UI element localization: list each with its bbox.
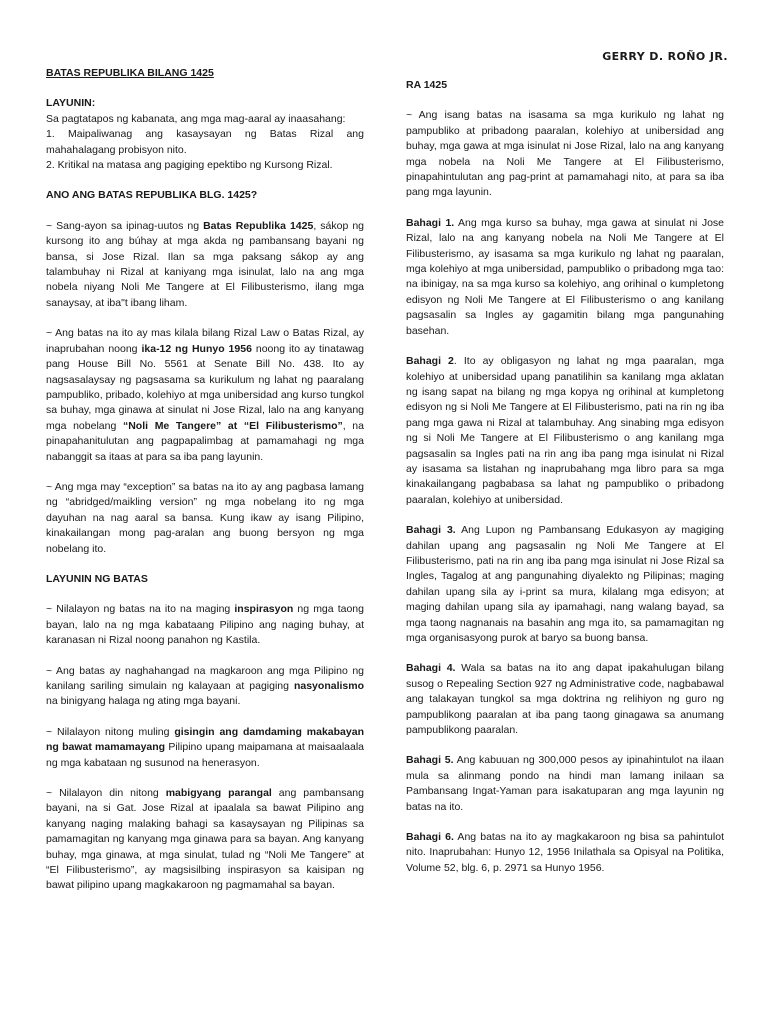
layunin-item-2: 2. Kritikal na matasa ang pagiging epektibo ng Kursong Rizal.: [46, 159, 333, 172]
paragraph: ~ Ang mga may “exception” sa batas na ito ay ang pagbasa lamang ng “abridged/maikling version” ng mga nobelang ito ng mga dayuhan na nag aaral sa bansa. Kung ikaw ay isang Pilipino, kinakailangan mong pag-aralan ang buong bersyon ng mga nobelang ito.: [46, 480, 364, 555]
paragraph: ~ Nilalayon ng batas na ito na maging inspirasyon ng mga taong bayan, lalo na ng mga kabataang Pilipino ang naging buhay, at karanasan ni Rizal noong panahon ng Kastila.: [46, 603, 364, 647]
left-column: [46, 66, 364, 894]
paragraph: ~ Nilalayon nitong muling gisingin ang damdaming makabayan ng bawat mamamayang Pilipino upang maipamana at maisaalaala ng mga kabataan ng susunod na henerasyon.: [46, 725, 365, 769]
bahagi-6: Bahagi 6. Ang batas na ito ay magkakaroon ng bisa sa pahintulot nito. Inaprubahan: Hunyo 12, 1956 Inilathala sa Opisyal na Politika, Volume 52, blg. 6, p. 2971 sa Hunyo 1956.: [406, 831, 724, 874]
document-title: BATAS REPUBLIKA BILANG 1425: [46, 67, 214, 79]
layunin-section: [46, 96, 364, 173]
bahagi-4: Bahagi 4. Wala sa batas na ito ang dapat ipakahulugan bilang susog o Repealing Section 927 ng Administrative code, nagbabawal ang talakayan tungkol sa mga doktrina ng relihiyon ng guro ng pampublikong paaralan at iba pang taong ginagawa sa anumang pampublikong paaralan.: [406, 662, 724, 737]
layunin-item-1: 1. Maipaliwanag ang kasaysayan ng Batas Rizal ang mahahalagang probisyon nito.: [46, 128, 364, 156]
ra-intro: ~ Ang isang batas na isasama sa mga kurikulo ng lahat ng pampubliko at pribadong paaralan, kolehiyo at unibersidad ang buhay, mga gawa at mga isinulat ni Jose Rizal, lalo na ang kanyang mga nobela na Noli Me Tangere at El Filibusterismo, pinapahintulutan ang pag-print at pamamahagi nito, at para sa iba pang mga layunin.: [406, 109, 724, 199]
paragraph: ~ Ang batas na ito ay mas kilala bilang Rizal Law o Batas Rizal, ay inaprubahan noong ika-12 ng Hunyo 1956 noong ito ay tinatawag pang House Bill No. 5561 at Senate Bill No. 438. Ito ay nagsasalaysay ng pagsasama sa kurikulum ng lahat ng paaralang pampubliko, pribado, kolehiyo at mga unibersidad ang kurso tungkol sa buhay, mga ginawa at sinulat ni Jose Rizal, lalo na ang kanyang mga nobelang “Noli Me Tangere” at “El Filibusterismo”, na pinapahanitulutan ang pagpapalimbag at pamamahagi ng mga nabanggit sa itaas at para sa iba pang layunin.: [46, 327, 365, 463]
bahagi-2: Bahagi 2. Ito ay obligasyon ng lahat ng mga paaralan, mga kolehiyo at unibersidad upang panatilihin sa kanilang mga aklatan ng isang sapat na bilang ng mga kopya ng orihinal at kumpletong edisyon ng si Noli Me Tangere at El Filibusterismo, pati na rin ng iba pang mga gawa ni Rizal at talambuhay. Ang sinabing mga edisyon ng si Noli Me Tangere at El Filibusterismo o ang kanilang mga pagsasalin sa Ingles pati na rin ang iba pang mga isinulat ni Rizal ay isasama sa listahan ng inaprubahang mga libro para sa mga kinakailangang pagbabasa sa lahat ng pampubliko o pribadong paaralan, kolehiyo at unibersidad.: [406, 355, 725, 506]
layunin-heading: LAYUNIN:: [46, 97, 96, 110]
layunin-intro: Sa pagtatapos ng kabanata, ang mga mag-aaral ay inaasahang:: [46, 112, 346, 125]
paragraph: ~ Sang-ayon sa ipinag-uutos ng Batas Republika 1425, sákop ng kursong ito ang búhay at mga akda ng pambansang bayani ng bansa, si Jose Rizal. Ilan sa mga paksang sákop ay ang talambuhay ni Rizal at kaniyang mga isinulat, lalo na ang mga nobela niyang Noli Me Tangere at El Filibusterismo, ilang mga sanaysay, at iba"t ibang liham.: [46, 219, 365, 309]
bahagi-1: Bahagi 1. Ang mga kurso sa buhay, mga gawa at sinulat ni Jose Rizal, lalo na ang kanyang nobela na Noli Me Tangere at El Filibusterismo, ay isasama sa mga kurikulo ng lahat ng paaralan, mga kolehiyo at mga unibersidad, pampubliko o pribadong mga tao: na ibinigay, na sa mga kurso sa kolehiyo, ang orihinal o kumpletong edisyon ng Noli Me Tangere at El Filibusterismo o ang kanilang pagsasalin sa Ingles ay gagamitin bilang mga pangunahing basehan.: [406, 216, 724, 337]
ra-heading: RA 1425: [406, 79, 448, 91]
right-column: [406, 78, 724, 876]
layunin-ng-batas-heading: LAYUNIN NG BATAS: [46, 572, 148, 585]
ano-heading: ANO ANG BATAS REPUBLIKA BLG. 1425?: [46, 189, 258, 202]
author-name: GERRY D. ROÑO JR.: [602, 50, 728, 63]
bahagi-5: Bahagi 5. Ang kabuuan ng 300,000 pesos ay ipinahintulot na ilaan mula sa alinmang pondo na hindi man lamang inilaan sa Pambansang Ingat-Yaman para isakatuparan ang mga layunin ng batas na ito.: [406, 754, 724, 813]
paragraph: ~ Nilalayon din nitong mabigyang parangal ang pambansang bayani, na si Gat. Jose Rizal at ipaalala sa bawat Pilipino ang kanyang naging malaking bahagi sa kasaysayan ng Pilipinas sa pamamagitan ng kanyang mga ginawa para sa bayan. Ang kanyang buhay, mga ginawa, at mga sinulat, tulad ng “Noli Me Tangere” at “El Filibusterismo”, ay magsisilbing inspirasyon sa kaisipan ng bawat pilipino upang magkakaroon ng pagmamahal sa bayan.: [46, 787, 364, 892]
bahagi-3: Bahagi 3. Ang Lupon ng Pambansang Edukasyon ay magiging dahilan upang ang pagsasalin ng Noli Me Tangere at El Filibusterismo, pati na rin ang iba pang mga isinulat ni Jose Rizal sa Ingles, Tagalog at ang pangunahing diyalekto ng Pilipinas; maging dahilan upang sila ay i-print sa mura, kilalang mga edisyon; at maging dahilan upang sila ay ipamahagi, nang walang bayad, sa mga taong nagnanais na basahin ang mga ito, sa pamamagitan ng mga organisasyong purok at baryo sa buong bansa.: [406, 524, 724, 644]
paragraph: ~ Ang batas ay naghahangad na magkaroon ang mga Pilipino ng kanilang sariling simulain ng kalayaan at pagiging nasyonalismo na binigyang halaga ng ating mga bayani.: [46, 664, 364, 708]
